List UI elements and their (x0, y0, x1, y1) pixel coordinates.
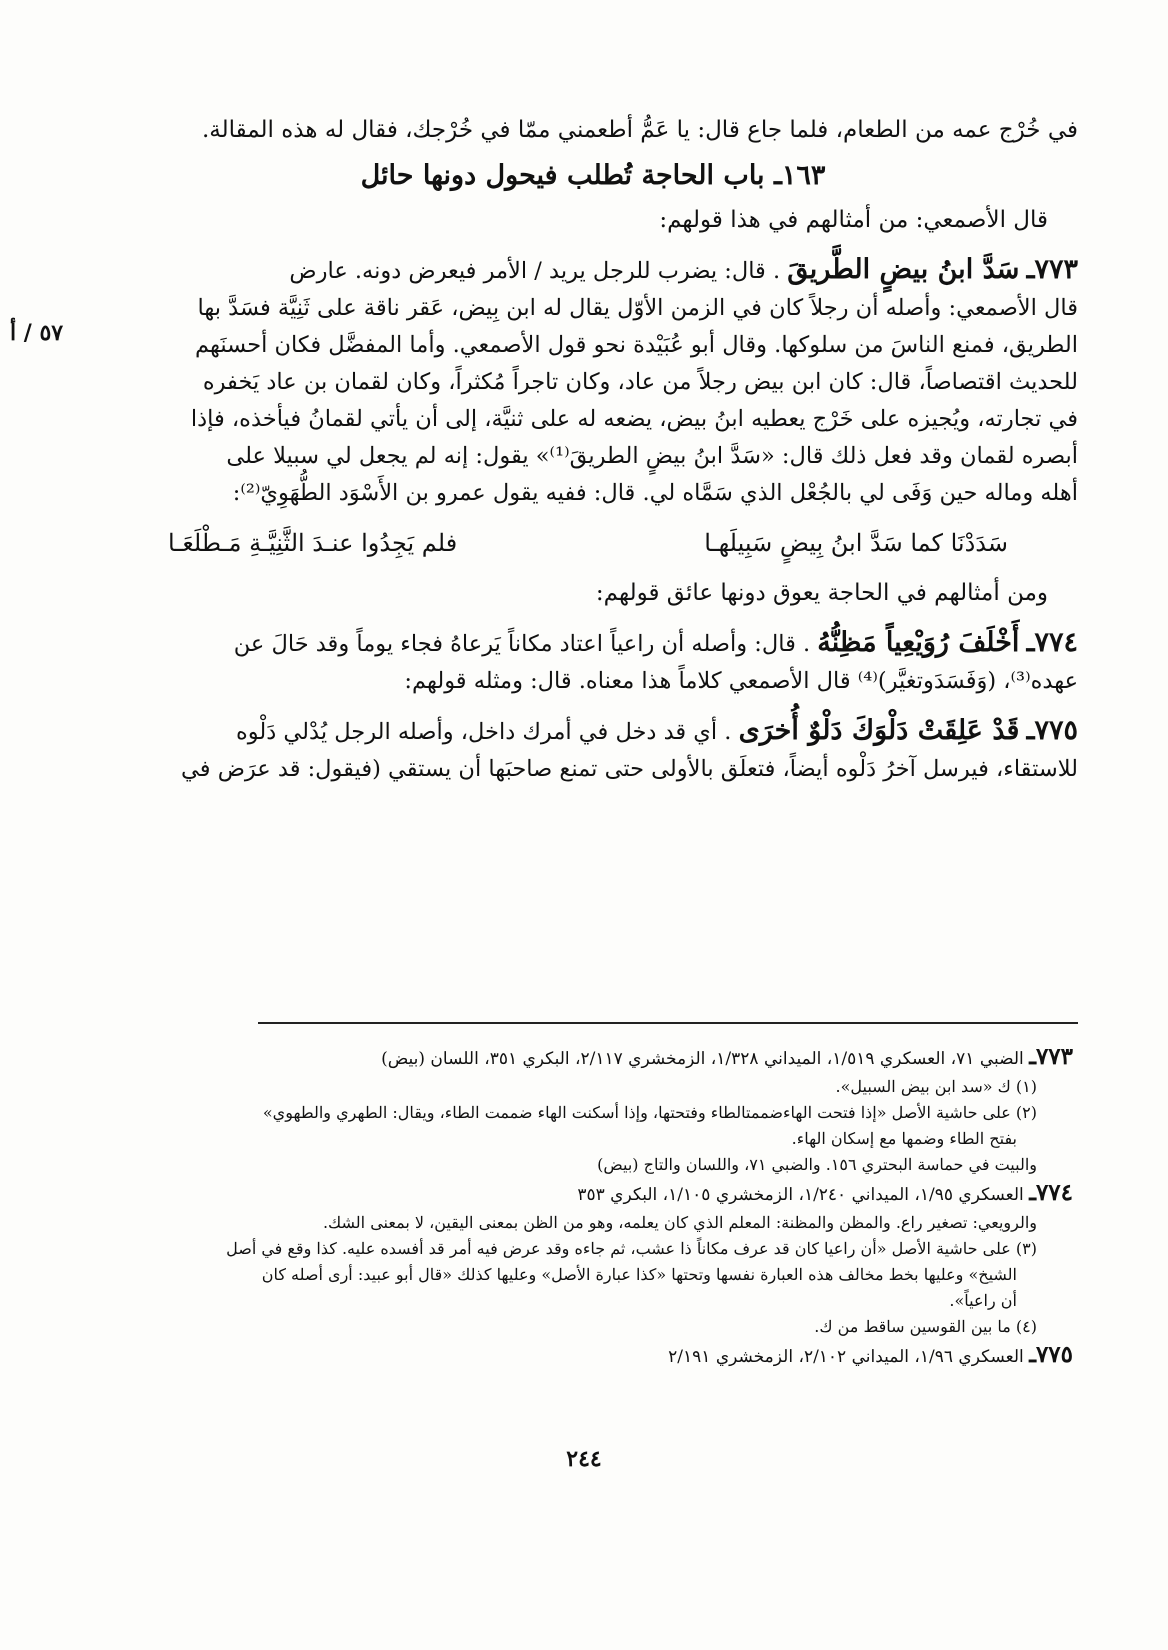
footnote-sources: العسكري ١/٩٦، الميداني ٢/١٠٢، الزمخشري ٢/١٩١ (668, 1347, 1024, 1367)
entry-number: ٧٧٣ـ (1026, 254, 1078, 285)
chapter-heading: ١٦٣ـ باب الحاجة تُطلب فيحول دونها حائل (360, 160, 826, 191)
text-line: أبصره لقمان وقد فعل ذلك قال: «سَدَّ ابنُ بيضٍ الطريقَ⁽¹⁾» يقول: إنه لم يجعل لي سبيلا على (226, 443, 1078, 469)
footnote-sources: الضبي ٧١، العسكري ١/٥١٩، الميداني ١/٣٢٨، الزمخشري ٢/١١٧، البكري ٣٥١، اللسان (بيض) (381, 1049, 1024, 1069)
poetry-verse (108, 520, 1078, 566)
footnote-entry-number: ٧٧٥ـ (1029, 1341, 1073, 1368)
verse-first-hemistich: سَدَدْنَا كما سَدَّ ابنُ بِيضٍ سَبِيلَهـا (704, 529, 1008, 557)
footnote-sources-773 (108, 1042, 1073, 1074)
text-line: أهله وماله حين وَفَى لي بالجُعْل الذي سَمَّاه لي. قال: ففيه يقول عمرو بن الأَسْوَد الطُّهَوِيّ⁽²⁾: (232, 480, 1078, 506)
footnote-entry-number: ٧٧٣ـ (1029, 1043, 1073, 1070)
footnote: والبيت في حماسة البحتري ١٥٦. والضبي ٧١، واللسان والتاج (بيض) (597, 1155, 1037, 1174)
footnote: والرويعي: تصغير راع. والمظن والمظنة: المعلم الذي كان يعلمه، وهو من الظن بمعنى اليقين، لا بمعنى الشك. (322, 1213, 1037, 1232)
footnote: (١) ك «سد ابن بيض السبيل». (835, 1077, 1037, 1096)
text-line: . أي قد دخل في أمرك داخل، وأصله الرجل يُدْلي دَلْوه (235, 719, 732, 745)
footnote-continuation: الشيخ» وعليها بخط مخالف هذه العبارة نفسها وتحتها «كذا عبارة الأصل» وعليها كذلك «قال أبو عبيد: أرى أصله كان (261, 1265, 1017, 1284)
verse-second-hemistich: فلم يَجِدُوا عنـدَ الثَّنِيَّـةِ مَـطْلَعَـا (168, 529, 458, 557)
text-line: الطريق، فمنع الناسَ من سلوكها. وقال أبو عُبَيْدة نحو قول الأصمعي. وأما المفضَّل فكان أحسنَهم (195, 332, 1078, 358)
footnotes (108, 1042, 1073, 1372)
page-number: ٢٤٤ (566, 1446, 602, 1472)
text-line: عهده⁽³⁾، (وَفَسَدَوتغيَّر)⁽⁴⁾ قال الأصمعي كلاماً هذا معناه. قال: ومثله قولهم: (404, 668, 1078, 694)
footnote-continuation: أن راعياً». (949, 1291, 1017, 1310)
footnote: (٤) ما بين القوسين ساقط من ك. (814, 1317, 1037, 1336)
footnote-sources: العسكري ١/٩٥، الميداني ١/٢٤٠، الزمخشري ١/١٠٥، البكري ٣٥٣ (577, 1185, 1024, 1205)
text-line: في خُرْج عمه من الطعام، فلما جاع قال: يا عَمُّ أطعمني ممّا في خُرْجك، فقال له هذه المقالة. (201, 117, 1078, 143)
entry-773 (108, 251, 1078, 512)
footnote-sources-774 (108, 1178, 1073, 1210)
text-line: . قال: يضرب للرجل يريد / الأمر فيعرض دونه. عارض (289, 258, 781, 284)
entry-number: ٧٧٥ـ (1026, 715, 1078, 746)
footnote-divider (258, 1022, 1078, 1024)
proverb-heading: قَدْ عَلِقَتْ دَلْوَكَ دَلْوٌ أُخرَى (738, 715, 1020, 746)
intro-line: قال الأصمعي: من أمثالهم في هذا قولهم: (659, 207, 1048, 233)
footnote: (٣) على حاشية الأصل «أن راعيا كان قد عرف مكاناً ذا عشب، ثم جاءه وقد عرض فيه أمر قد أفسده عليه. كذا وقع في أصل (226, 1239, 1037, 1258)
footnote: (٢) على حاشية الأصل «إذا فتحت الهاءضممتالطاء وفتحتها، وإذا أسكنت الهاء ضممت الطاء، ويقال: الطهري والطهوي» (262, 1103, 1037, 1122)
footnote-entry-number: ٧٧٤ـ (1029, 1179, 1073, 1206)
entry-774 (108, 624, 1078, 700)
text-line: للاستقاء، فيرسل آخرُ دَلْوه أيضاً، فتعلَق بالأولى حتى تمنع صاحبَها أن يستقي (فيقول: قد عرَض في (181, 756, 1078, 782)
margin-folio-ref: ٥٧ / أ (10, 320, 64, 346)
proverb-heading: أَخْلَفَ رُوَيْعِياً مَظِنُّهُ (817, 627, 1020, 658)
entry-number: ٧٧٤ـ (1026, 627, 1078, 658)
entry-775 (108, 712, 1078, 788)
proverb-heading: سَدَّ ابنُ بيضٍ الطَّريقَ (787, 254, 1020, 285)
intro-line: ومن أمثالهم في الحاجة يعوق دونها عائق قولهم: (595, 580, 1048, 606)
main-text (108, 112, 1078, 788)
text-line: قال الأصمعي: وأصله أن رجلاً كان في الزمن الأوّل يقال له ابن بِيض، عَقر ناقة على ثَنِيَّة فسَدَّ بها (197, 295, 1078, 321)
text-line: في تجارته، ويُجيزه على خَرْج يعطيه ابنُ بيض، يضعه له على ثنيَّة، إلى أن يأتي لقمانُ فيأخذه، فإذا (190, 406, 1078, 432)
text-line: . قال: وأصله أن راعياً اعتاد مكاناً يَرعاهُ فجاء يوماً وقد حَالَ عن (233, 631, 811, 657)
footnote-sources-775 (108, 1340, 1073, 1372)
text-line: للحديث اقتصاصاً، قال: كان ابن بيض رجلاً من عاد، وكان تاجراً مُكثراً، وكان لقمان بن عاد يَخفره (202, 369, 1078, 395)
footnote-continuation: بفتح الطاء وضمها مع إسكان الهاء. (791, 1129, 1017, 1148)
